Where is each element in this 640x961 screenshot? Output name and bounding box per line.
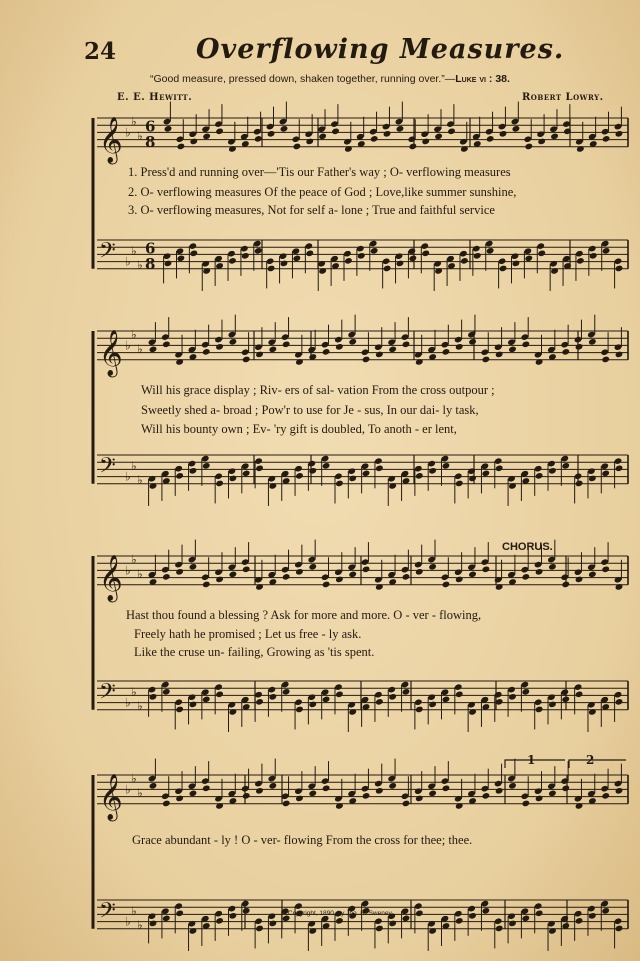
flat-icon: ♭	[137, 786, 143, 800]
note-head	[295, 568, 304, 576]
note-head	[295, 706, 304, 714]
note-head	[175, 568, 184, 576]
note-head	[521, 688, 530, 696]
note-head	[455, 917, 464, 925]
note-head	[548, 790, 557, 798]
bass-clef-icon: 𝄢	[99, 453, 116, 484]
note-head	[202, 785, 211, 793]
note-head	[189, 467, 198, 475]
note-head	[396, 125, 405, 133]
note-head	[588, 338, 597, 346]
lyricist-credit: E. E. Hewitt.	[117, 92, 193, 103]
note-head	[175, 706, 184, 714]
flat-icon: ♭	[137, 342, 143, 356]
note-head	[482, 470, 491, 478]
note-head	[375, 925, 384, 933]
note-head	[588, 912, 597, 920]
lyric-line: 3. O- verflowing measures, Not for self a- lone ; True and faithful service	[128, 203, 495, 217]
treble-clef-icon: 𝄞	[99, 773, 123, 820]
note-head	[495, 351, 504, 359]
note-head	[535, 910, 544, 918]
note-head	[575, 917, 584, 925]
note-head	[447, 128, 456, 136]
note-head	[442, 785, 451, 793]
note-head	[601, 792, 610, 800]
note-head	[548, 563, 557, 571]
note-head	[521, 915, 530, 923]
note-head	[269, 920, 278, 928]
note-head	[468, 475, 477, 483]
note-head	[601, 566, 610, 574]
flat-icon: ♭	[131, 458, 137, 473]
note-head	[482, 356, 491, 364]
note-head	[175, 910, 184, 918]
note-head	[335, 480, 344, 488]
note-head	[175, 795, 184, 803]
flat-icon: ♭	[137, 473, 143, 488]
lyric-line: Hast thou found a blessing ? Ask for more and more. O - ver - flowing,	[126, 608, 482, 622]
note-head	[357, 252, 366, 260]
note-head	[241, 252, 250, 260]
note-head	[267, 265, 276, 273]
note-head	[162, 915, 171, 923]
time-signature-bottom: 8	[145, 254, 156, 273]
note-head	[229, 475, 238, 483]
lyric-line: Will his grace display ; Riv- ers of sal- vation From the cross outpour ;	[141, 383, 495, 397]
note-head	[495, 787, 504, 795]
flat-icon: ♭	[131, 771, 137, 786]
note-head	[375, 698, 384, 706]
note-head	[508, 920, 517, 928]
note-head	[388, 693, 397, 701]
note-head	[495, 925, 504, 933]
note-head	[521, 800, 530, 808]
note-head	[149, 782, 158, 790]
note-head	[229, 338, 238, 346]
note-head	[415, 706, 424, 714]
note-head	[162, 341, 171, 349]
page-number: 24	[84, 38, 117, 65]
note-head	[215, 480, 224, 488]
note-head	[242, 470, 251, 478]
note-head	[280, 125, 289, 133]
note-head	[524, 143, 533, 151]
note-head	[482, 792, 491, 800]
note-head	[322, 785, 331, 793]
note-head	[383, 130, 392, 138]
note-head	[402, 688, 411, 696]
note-head	[561, 581, 570, 589]
lyric-line: 1. Press'd and running over—'Tis our Father's way ; O- verflowing measures	[128, 165, 511, 179]
chorus-label: CHORUS.	[502, 541, 553, 553]
note-head	[362, 470, 371, 478]
note-head	[282, 341, 291, 349]
note-head	[242, 792, 251, 800]
note-head	[589, 252, 598, 260]
note-head	[282, 800, 291, 808]
note-head	[588, 475, 597, 483]
note-head	[375, 787, 384, 795]
note-head	[537, 250, 546, 258]
note-head	[561, 462, 570, 470]
note-head	[293, 255, 302, 263]
note-head	[348, 475, 357, 483]
note-head	[162, 688, 171, 696]
note-head	[202, 462, 211, 470]
note-head	[370, 247, 379, 255]
bass-clef-icon: 𝄢	[99, 679, 116, 710]
note-head	[442, 348, 451, 356]
flat-icon: ♭	[131, 114, 137, 129]
note-head	[335, 576, 344, 584]
note-head	[415, 568, 424, 576]
flat-icon: ♭	[137, 699, 143, 714]
flat-icon: ♭	[125, 914, 131, 929]
note-head	[561, 348, 570, 356]
note-head	[202, 348, 211, 356]
hymn-title: Overflowing Measures.	[196, 34, 565, 65]
note-head	[521, 573, 530, 581]
flat-icon: ♭	[131, 327, 137, 342]
note-head	[335, 917, 344, 925]
note-head	[588, 571, 597, 579]
lyric-line: Freely hath he promised ; Let us free - ly ask.	[134, 627, 362, 641]
time-signature-bottom: 8	[145, 132, 156, 151]
note-head	[344, 257, 353, 265]
note-head	[335, 691, 344, 699]
note-head	[308, 467, 317, 475]
note-head	[575, 480, 584, 488]
note-head	[335, 343, 344, 351]
note-head	[409, 255, 418, 263]
note-head	[375, 465, 384, 473]
note-head	[482, 566, 491, 574]
note-head	[499, 265, 508, 273]
note-head	[189, 790, 198, 798]
note-head	[282, 573, 291, 581]
flat-icon: ♭	[131, 903, 137, 918]
note-head	[202, 133, 211, 141]
note-head	[575, 343, 584, 351]
note-head	[615, 925, 624, 933]
note-head	[282, 688, 291, 696]
note-head	[561, 785, 570, 793]
note-head	[175, 472, 184, 480]
note-head	[308, 701, 317, 709]
note-head	[415, 910, 424, 918]
note-head	[535, 472, 544, 480]
note-head	[322, 696, 331, 704]
flat-icon: ♭	[131, 552, 137, 567]
note-head	[486, 135, 495, 143]
composer-credit: Robert Lowry.	[522, 92, 604, 103]
note-head	[468, 571, 477, 579]
note-head	[535, 795, 544, 803]
note-head	[409, 143, 418, 151]
treble-clef-icon: 𝄞	[99, 116, 123, 163]
note-head	[455, 576, 464, 584]
copyright-notice: Copyright, 1890, by Jno. R. Sweney.	[288, 910, 394, 917]
note-head	[482, 907, 491, 915]
note-head	[293, 143, 302, 151]
note-head	[486, 247, 495, 255]
lyric-line: Like the cruse un- failing, Growing as 'tis spent.	[134, 645, 375, 659]
note-head	[615, 698, 624, 706]
note-head	[242, 907, 251, 915]
note-head	[388, 920, 397, 928]
note-head	[229, 571, 238, 579]
note-head	[468, 338, 477, 346]
note-head	[535, 706, 544, 714]
first-ending-marker: 1	[527, 753, 536, 767]
note-head	[305, 138, 314, 146]
note-head	[162, 800, 171, 808]
note-head	[295, 795, 304, 803]
note-head	[305, 250, 314, 258]
note-head	[508, 346, 517, 354]
note-head	[322, 581, 331, 589]
note-head	[202, 696, 211, 704]
flat-icon: ♭	[131, 243, 137, 258]
note-head	[455, 480, 464, 488]
note-head	[402, 341, 411, 349]
note-head	[576, 257, 585, 265]
note-head	[242, 356, 251, 364]
note-head	[402, 915, 411, 923]
note-head	[331, 128, 340, 136]
note-head	[215, 691, 224, 699]
time-signature-top: 6	[145, 239, 156, 258]
note-head	[442, 696, 451, 704]
note-head	[421, 250, 430, 258]
note-head	[215, 128, 224, 136]
note-head	[215, 576, 224, 584]
note-head	[615, 351, 624, 359]
note-head	[402, 573, 411, 581]
note-head	[164, 125, 173, 133]
note-head	[295, 472, 304, 480]
flat-icon: ♭	[131, 684, 137, 699]
note-head	[535, 568, 544, 576]
note-head	[615, 265, 624, 273]
note-head	[548, 467, 557, 475]
flat-icon: ♭	[125, 338, 131, 353]
second-ending-bracket	[569, 760, 626, 768]
note-head	[388, 346, 397, 354]
bass-clef-icon: 𝄢	[99, 898, 116, 929]
note-head	[255, 698, 264, 706]
note-head	[229, 912, 238, 920]
note-head	[267, 130, 276, 138]
note-head	[615, 130, 624, 138]
note-head	[383, 265, 392, 273]
flat-icon: ♭	[137, 567, 143, 581]
note-head	[602, 247, 611, 255]
note-head	[495, 465, 504, 473]
note-head	[149, 920, 158, 928]
note-head	[615, 787, 624, 795]
flat-icon: ♭	[137, 129, 143, 143]
lyric-line: 2. O- verflowing measures Of the peace of God ; Love,like summer sunshine,	[128, 185, 517, 199]
note-head	[318, 133, 327, 141]
second-ending-marker: 2	[586, 753, 595, 767]
scripture-reference: Luke vi : 38.	[455, 73, 510, 85]
note-head	[255, 351, 264, 359]
flat-icon: ♭	[125, 782, 131, 797]
note-head	[348, 338, 357, 346]
note-head	[473, 252, 482, 260]
note-head	[255, 787, 264, 795]
flat-icon: ♭	[125, 125, 131, 140]
note-head	[177, 143, 186, 151]
note-head	[189, 701, 198, 709]
note-head	[421, 138, 430, 146]
note-head	[228, 257, 237, 265]
note-head	[189, 250, 198, 258]
note-head	[455, 691, 464, 699]
note-head	[548, 701, 557, 709]
note-head	[602, 135, 611, 143]
note-head	[601, 907, 610, 915]
note-head	[455, 343, 464, 351]
note-head	[215, 343, 224, 351]
flat-icon: ♭	[125, 469, 131, 484]
note-head	[269, 346, 278, 354]
note-head	[508, 693, 517, 701]
note-head	[215, 917, 224, 925]
note-head	[561, 696, 570, 704]
note-head	[362, 792, 371, 800]
note-head	[149, 346, 158, 354]
note-head	[322, 348, 331, 356]
flat-icon: ♭	[125, 254, 131, 269]
note-head	[322, 462, 331, 470]
treble-clef-icon: 𝄞	[99, 329, 123, 376]
note-head	[269, 693, 278, 701]
note-head	[402, 800, 411, 808]
note-head	[415, 795, 424, 803]
note-head	[512, 125, 521, 133]
note-head	[512, 260, 521, 268]
note-head	[189, 138, 198, 146]
note-head	[254, 247, 263, 255]
note-head	[442, 462, 451, 470]
note-head	[255, 925, 264, 933]
note-head	[575, 691, 584, 699]
time-signature-top: 6	[145, 117, 156, 136]
note-head	[460, 257, 469, 265]
note-head	[164, 260, 173, 268]
flat-icon: ♭	[125, 695, 131, 710]
note-head	[434, 133, 443, 141]
note-head	[428, 701, 437, 709]
note-head	[601, 356, 610, 364]
note-head	[601, 470, 610, 478]
scripture-quote: “Good measure, pressed down, shaken together, running over.”—	[150, 73, 456, 85]
note-head	[280, 260, 289, 268]
note-head	[550, 133, 559, 141]
note-head	[468, 912, 477, 920]
note-head	[375, 351, 384, 359]
flat-icon: ♭	[137, 918, 143, 933]
note-head	[269, 782, 278, 790]
note-head	[189, 563, 198, 571]
note-head	[428, 563, 437, 571]
note-head	[442, 581, 451, 589]
note-head	[149, 693, 158, 701]
lyric-line: Grace abundant - ly ! O - ver- flowing From the cross for thee; thee.	[132, 833, 473, 847]
note-head	[521, 341, 530, 349]
note-head	[615, 465, 624, 473]
note-head	[388, 782, 397, 790]
note-head	[508, 782, 517, 790]
note-head	[524, 255, 533, 263]
note-head	[415, 472, 424, 480]
flat-icon: ♭	[137, 258, 143, 273]
note-head	[575, 576, 584, 584]
note-head	[162, 573, 171, 581]
note-head	[202, 581, 211, 589]
note-head	[348, 571, 357, 579]
note-head	[362, 356, 371, 364]
note-head	[254, 135, 263, 143]
lyric-line: Sweetly shed a- broad ; Pow'r to use for Je - sus, In our dai- ly task,	[141, 403, 479, 417]
note-head	[396, 260, 405, 268]
note-head	[308, 563, 317, 571]
note-head	[255, 465, 264, 473]
note-head	[242, 566, 251, 574]
note-head	[499, 130, 508, 138]
note-head	[362, 566, 371, 574]
note-head	[428, 790, 437, 798]
note-head	[428, 467, 437, 475]
note-head	[370, 135, 379, 143]
note-head	[537, 138, 546, 146]
lyric-line: Will his bounty own ; Ev- 'ry gift is doubled, To anoth - er lent,	[141, 422, 457, 436]
treble-clef-icon: 𝄞	[99, 554, 123, 601]
bass-clef-icon: 𝄢	[99, 238, 116, 269]
flat-icon: ♭	[125, 563, 131, 578]
note-head	[308, 790, 317, 798]
note-head	[177, 255, 186, 263]
